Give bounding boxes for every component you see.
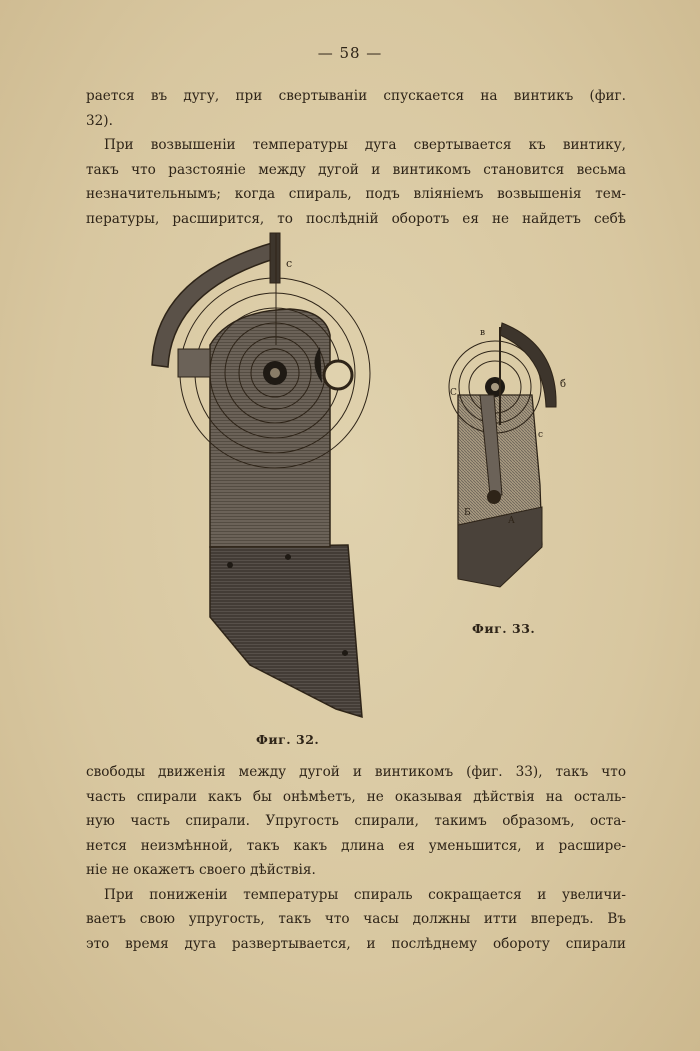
fig33-label-big-b: Б (464, 508, 471, 518)
bottom-paragraphs (86, 760, 626, 956)
fig33-label-b: б (560, 379, 567, 390)
text-line: При возвышеніи температуры дуга свертывается къ винтику, (104, 137, 626, 153)
balance-cock-body (210, 309, 330, 547)
lower-plate (210, 545, 362, 717)
fig33-label-c-left: С (450, 388, 457, 398)
page-number: — 58 — (317, 44, 383, 62)
text-line: такъ что разстояніе между дугой и винтикомъ становится весьма (86, 161, 626, 178)
fig32-label-c: с (286, 257, 293, 270)
fig33-label-a: А (508, 516, 515, 526)
top-paragraphs (86, 84, 626, 231)
fig33-label-c-right: с (538, 430, 544, 440)
text-line: часть спирали какъ бы онѣмѣетъ, не оказывая дѣйствія на осталь- (86, 788, 626, 805)
text-line: ную часть спирали. Упругость спирали, такимъ образомъ, оста- (86, 813, 626, 829)
text-line: 32). (86, 112, 113, 129)
text-line: ваетъ свою упругость, такъ что часы должны итти впередъ. Въ (86, 911, 626, 927)
text-line: это время дуга развертывается, и послѣднему обороту спирали (86, 935, 626, 952)
text-line: свободы движенія между дугой и винтикомъ (фиг. 33), такъ что (86, 764, 626, 780)
figure-33-illustration (440, 315, 570, 595)
text-line: ніе не окажетъ своего дѣйствія. (86, 862, 316, 878)
text-line: При пониженіи температуры спираль сокращается и увеличи- (104, 886, 626, 903)
text-line: нется неизмѣнной, такъ какъ длина ея уменьшится, и расшире- (86, 837, 626, 854)
text-line: пературы, расширится, то послѣдній оборотъ ея не найдетъ себѣ (86, 210, 626, 227)
text-line: рается въ дугу, при свертываніи спускается на винтикъ (фиг. (86, 88, 626, 104)
figure-32-caption: Фиг. 32. (256, 732, 320, 747)
figure-32-illustration (140, 225, 390, 720)
fig33-label-v: в (480, 328, 486, 338)
figure-33-caption: Фиг. 33. (472, 621, 536, 636)
text-line: незначительнымъ; когда спираль, подъ вліяніемъ возвышенія тем- (86, 186, 626, 202)
